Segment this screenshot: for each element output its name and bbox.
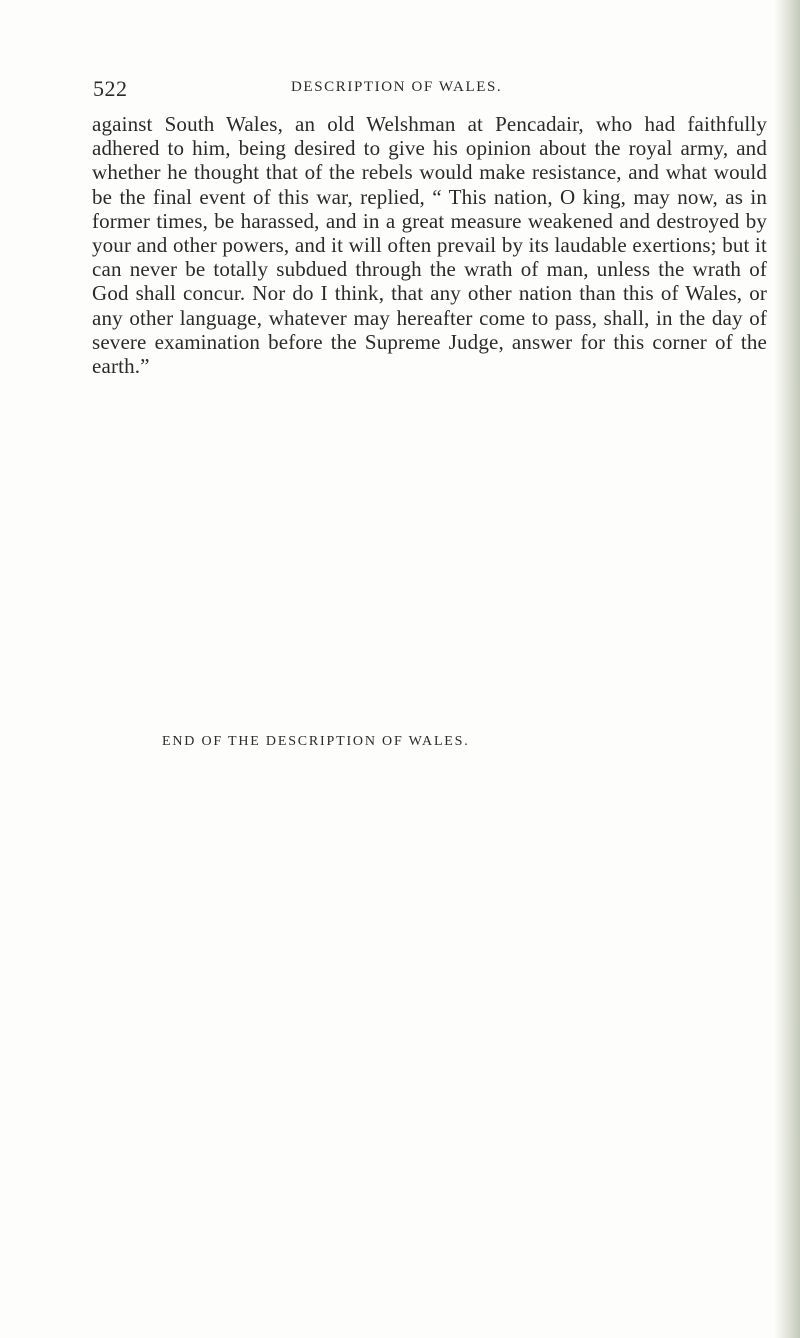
page-number: 522 bbox=[93, 76, 128, 101]
running-title: DESCRIPTION OF WALES. bbox=[291, 79, 503, 95]
page-edge-shadow bbox=[774, 0, 800, 1338]
body-paragraph: against South Wales, an old Welshman at Pencadair, who had faithfully adhered to him, being desired to give his opinion about the royal army, and whether he thought that of the rebels would make resistance, and what would be the final event of this war, replied, “ This nation, O king, may now, as in former times, be harassed, and in a great measure weakened and destroyed by your and other powers, and it will often prevail by its laudable exertions; but it can never be totally subdued through the wrath of man, unless the wrath of God shall concur. Nor do I think, that any other nation than this of Wales, or any other language, whatever may hereafter come to pass, shall, in the day of severe examination before the Supreme Judge, answer for this corner of the earth.” bbox=[92, 112, 767, 379]
end-note: END OF THE DESCRIPTION OF WALES. bbox=[162, 734, 470, 749]
running-head bbox=[93, 76, 758, 106]
